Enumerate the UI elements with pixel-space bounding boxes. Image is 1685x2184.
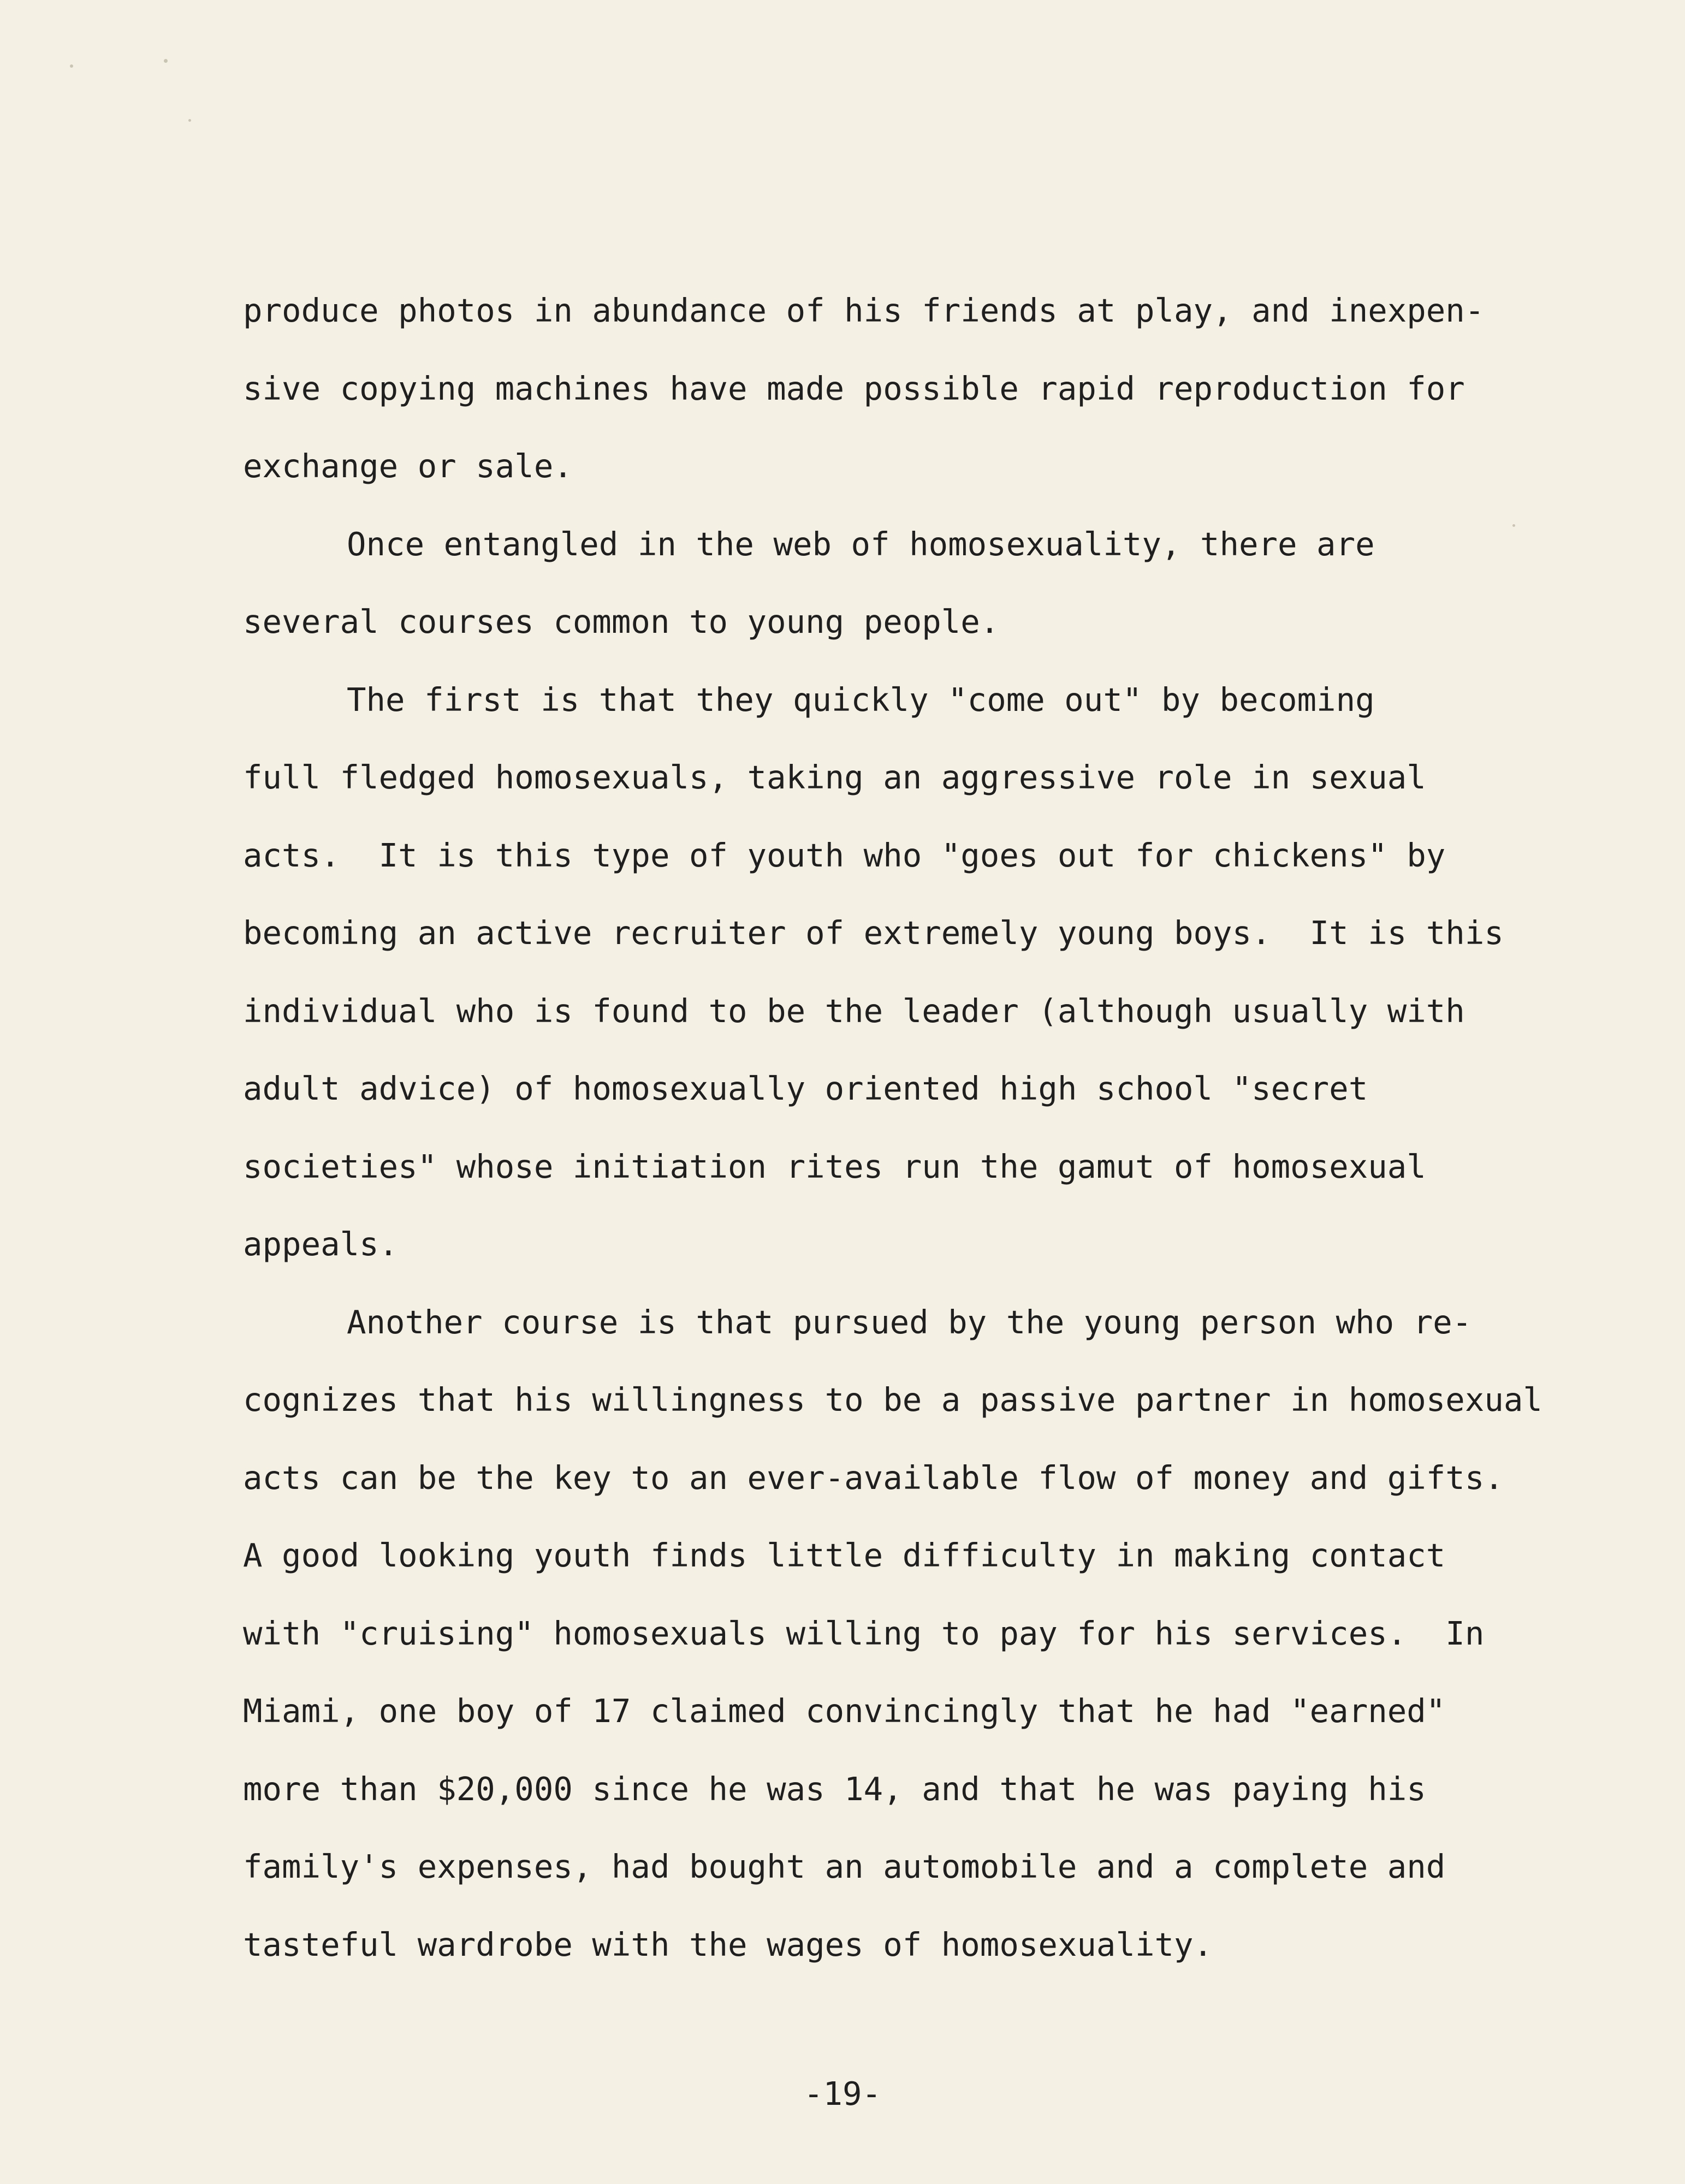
text-line: Miami, one boy of 17 claimed convincingly that he had "earned" — [243, 1692, 1446, 1730]
text-line: appeals. — [243, 1225, 399, 1263]
text-line: acts. It is this type of youth who "goes out for chickens" by — [243, 836, 1446, 874]
body-text — [243, 272, 1619, 1984]
paper-speck — [164, 59, 168, 63]
text-line: Once entangled in the web of homosexuality, there are — [347, 525, 1375, 563]
text-line: becoming an active recruiter of extremely young boys. It is this — [243, 914, 1504, 952]
text-line: acts can be the key to an ever-available flow of money and gifts. — [243, 1458, 1504, 1497]
text-line: produce photos in abundance of his friends at play, and inexpen- — [243, 292, 1485, 329]
text-line: The first is that they quickly "come out" by becoming — [347, 680, 1375, 719]
text-line: cognizes that his willingness to be a passive partner in homosexual — [243, 1381, 1542, 1419]
text-line: tasteful wardrobe with the wages of homosexuality. — [243, 1925, 1213, 1963]
text-line: several courses common to young people. — [243, 603, 1000, 640]
text-line: adult advice) of homosexually oriented high school "secret — [243, 1070, 1368, 1107]
text-line: sive copying machines have made possible rapid reproduction for — [243, 369, 1465, 407]
text-line: individual who is found to be the leader (although usually with — [243, 992, 1465, 1030]
text-line: more than $20,000 since he was 14, and that he was paying his — [243, 1770, 1426, 1808]
text-line: family's expenses, had bought an automobile and a complete and — [243, 1848, 1446, 1885]
text-line: Another course is that pursued by the young person who re- — [347, 1303, 1472, 1341]
page-number: -19- — [803, 2075, 882, 2112]
text-line: A good looking youth finds little difficulty in making contact — [243, 1536, 1446, 1574]
text-line: societies" whose initiation rites run the gamut of homosexual — [243, 1147, 1426, 1185]
paper-speck — [188, 119, 191, 122]
text-line: exchange or sale. — [243, 447, 573, 485]
text-line: with "cruising" homosexuals willing to pay for his services. In — [243, 1614, 1485, 1652]
text-line: full fledged homosexuals, taking an aggressive role in sexual — [243, 758, 1426, 796]
paper-speck — [70, 64, 73, 68]
